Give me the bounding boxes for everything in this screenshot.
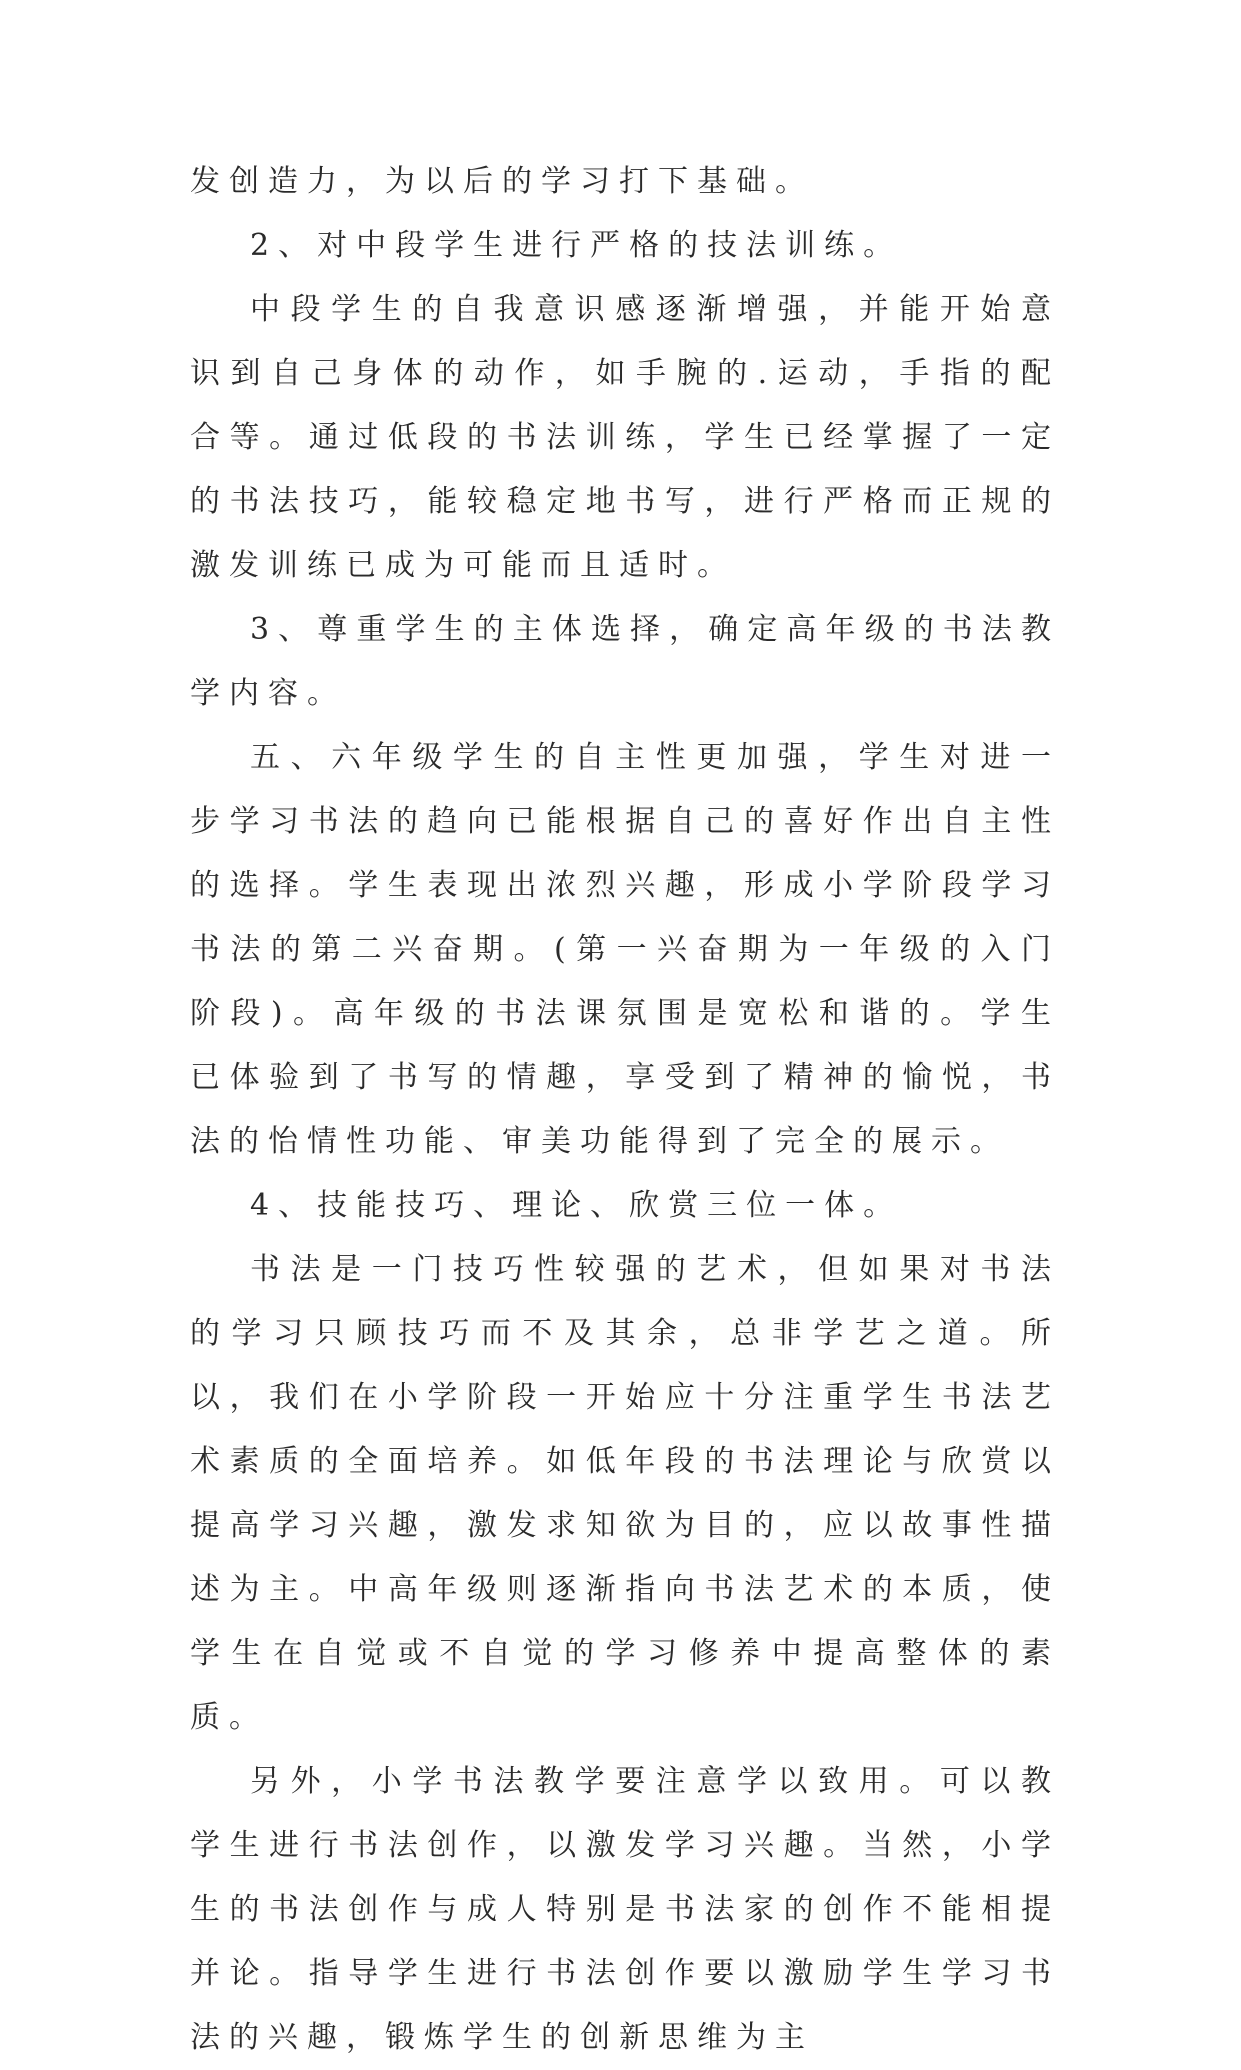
paragraph-8: 另外，小学书法教学要注意学以致用。可以教学生进行书法创作，以激发学习兴趣。当然，小学生的书法创作与成人特别是书法家的创作不能相提并论。指导学生进行书法创作要以激励学生学习书法的兴趣，锻炼学生的创新思维为主 <box>190 1764 1060 2055</box>
paragraph-4-heading: 3、尊重学生的主体选择，确定高年级的书法教学内容。 <box>190 612 1060 711</box>
body-text <box>190 150 1060 2070</box>
paragraph-2-heading: 2、对中段学生进行严格的技法训练。 <box>250 228 903 263</box>
paragraph-5: 五、六年级学生的自主性更加强，学生对进一步学习书法的趋向已能根据自己的喜好作出自主性的选择。学生表现出浓烈兴趣，形成小学阶段学习书法的第二兴奋期。(第一兴奋期为一年级的入门阶段)。高年级的书法课氛围是宽松和谐的。学生已体验到了书写的情趣，享受到了精神的愉悦，书法的怡情性功能、审美功能得到了完全的展示。 <box>190 740 1060 1159</box>
paragraph-7: 书法是一门技巧性较强的艺术，但如果对书法的学习只顾技巧而不及其余，总非学艺之道。所以，我们在小学阶段一开始应十分注重学生书法艺术素质的全面培养。如低年段的书法理论与欣赏以提高学习兴趣，激发求知欲为目的，应以故事性描述为主。中高年级则逐渐指向书法艺术的本质，使学生在自觉或不自觉的学习修养中提高整体的素质。 <box>190 1252 1060 1735</box>
paragraph-3: 中段学生的自我意识感逐渐增强，并能开始意识到自己身体的动作，如手腕的.运动，手指的配合等。通过低段的书法训练，学生已经掌握了一定的书法技巧，能较稳定地书写，进行严格而正规的激发训练已成为可能而且适时。 <box>190 292 1060 583</box>
paragraph-6-heading: 4、技能技巧、理论、欣赏三位一体。 <box>250 1188 903 1223</box>
paragraph-1: 发创造力，为以后的学习打下基础。 <box>190 164 814 199</box>
